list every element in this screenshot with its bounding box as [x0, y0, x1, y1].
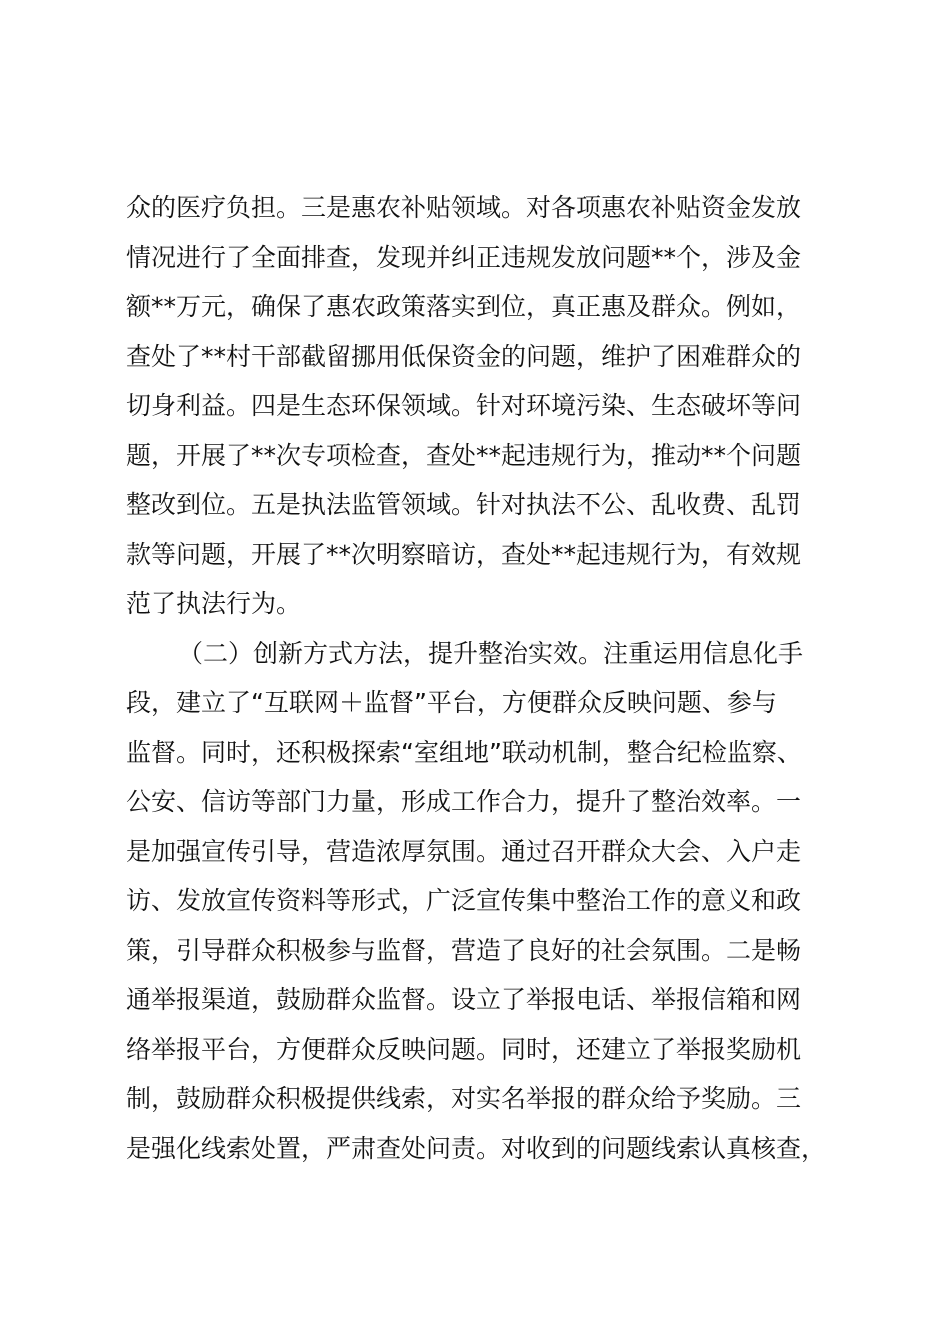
section-heading-line: （二）创新方式方法，提升整治实效。注重运用信息化手 — [178, 638, 804, 668]
text-line: 款等问题，开展了**次明察暗访，查处**起违规行为，有效规 — [126, 539, 802, 569]
text-line: 策，引导群众积极参与监督，营造了良好的社会氛围。二是畅 — [126, 935, 802, 965]
body-text — [126, 183, 852, 1173]
text-line: 通举报渠道，鼓励群众监督。设立了举报电话、举报信箱和网 — [126, 985, 802, 1014]
text-line: 范了执法行为。 — [126, 589, 302, 618]
text-line: 段，建立了“互联网＋监督”平台，方便群众反映问题、参与 — [126, 688, 777, 717]
text-line: 是加强宣传引导，营造浓厚氛围。通过召开群众大会、入户走 — [126, 836, 802, 866]
text-line: 查处了**村干部截留挪用低保资金的问题，维护了困难群众的 — [126, 341, 802, 371]
text-line: 众的医疗负担。三是惠农补贴领域。对各项惠农补贴资金发放 — [126, 193, 802, 222]
text-line: 络举报平台，方便群众反映问题。同时，还建立了举报奖励机 — [126, 1034, 802, 1064]
text-line: 公安、信访等部门力量，形成工作合力，提升了整治效率。一 — [126, 787, 802, 816]
text-line: 整改到位。五是执法监管领域。针对执法不公、乱收费、乱罚 — [126, 490, 802, 519]
text-line: 题，开展了**次专项检查，查处**起违规行为，推动**个问题 — [126, 440, 802, 470]
text-line: 情况进行了全面排查，发现并纠正违规发放问题**个，涉及金 — [126, 242, 802, 272]
text-line: 切身利益。四是生态环保领域。针对环境污染、生态破坏等问 — [126, 391, 802, 420]
text-line: 额**万元，确保了惠农政策落实到位，真正惠及群众。例如， — [126, 292, 802, 321]
text-line: 访、发放宣传资料等形式，广泛宣传集中整治工作的意义和政 — [126, 886, 802, 915]
text-line: 监督。同时，还积极探索“室组地”联动机制，整合纪检监察、 — [126, 737, 802, 767]
text-line: 制，鼓励群众积极提供线索，对实名举报的群众给予奖励。三 — [126, 1084, 802, 1113]
text-line: 是强化线索处置，严肃查处问责。对收到的问题线索认真核查， — [126, 1133, 827, 1163]
